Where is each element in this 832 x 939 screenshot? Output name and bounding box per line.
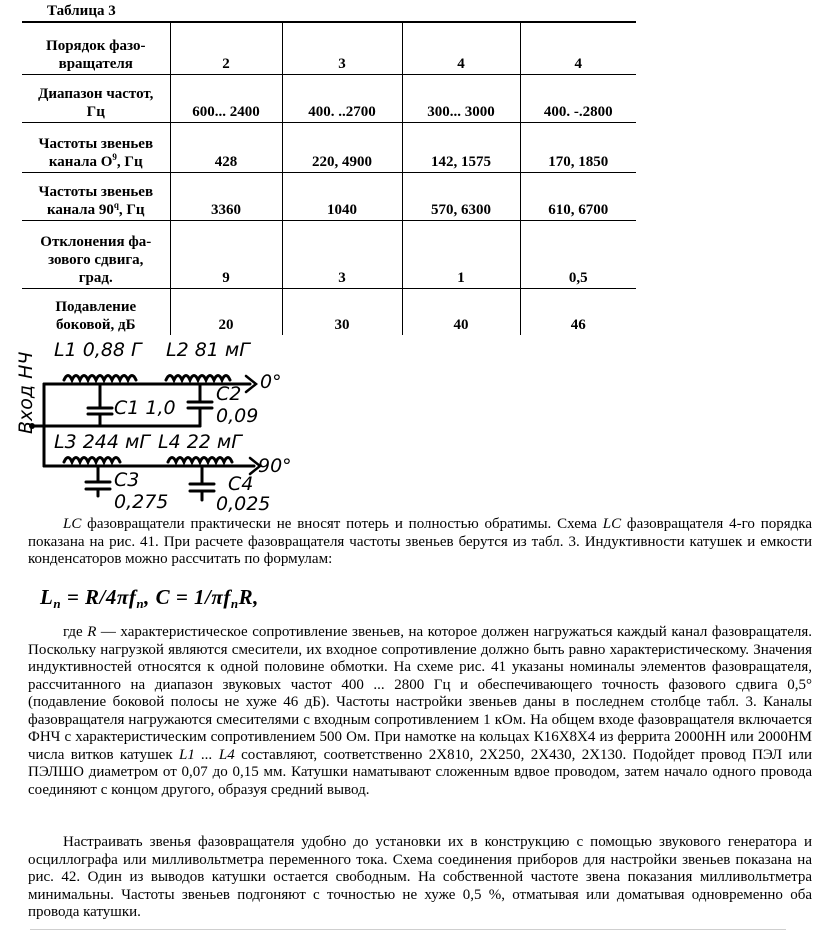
row-header-deviation: Отклонения фа- зового сдвига, град. <box>22 221 170 289</box>
table-cell: 40 <box>402 289 520 336</box>
table-row <box>22 221 636 289</box>
label-c2-value: 0,09 <box>216 405 259 427</box>
label-c3-name: C3 <box>114 469 140 491</box>
table-cell: 3 <box>282 221 402 289</box>
paragraph-3: Настраивать звенья фазовращателя удобно до установки их в конструкцию с помощью звукового генератора и осциллографа или милливольтметра переменного тока. Схема соединения приборов для настройки звеньев показана на рис. 42. Один из выводов катушки остается свободным. На собственной частоте звена показания милливольтметра минимальны. Частоты звеньев подгоняют с точностью не хуже 0,5 %, отматывая или доматывая одновременно оба провода катушки. <box>28 834 812 920</box>
table-row <box>22 173 636 221</box>
row-header-freq90: Частоты звеньев канала 90$^q$, Гц <box>22 173 170 221</box>
table-cell: 428 <box>170 123 282 173</box>
table-row <box>22 123 636 173</box>
italic-run: LC <box>63 516 82 532</box>
label-c4-name: C4 <box>228 473 254 495</box>
label-l3: L3 244 мГ <box>54 431 150 453</box>
phase-shifter-circuit-diagram <box>15 334 298 515</box>
table-cell: 600... 2400 <box>170 75 282 123</box>
row-header-freq0: Частоты звеньев канала $O^9$, Гц <box>22 123 170 173</box>
table-cell: 30 <box>282 289 402 336</box>
table-cell: 46 <box>520 289 636 336</box>
label-output-0: 0° <box>260 371 282 393</box>
table-cell: 0,5 <box>520 221 636 289</box>
table-cell: 4 <box>402 22 520 75</box>
label-c2-name: C2 <box>216 383 242 405</box>
table-row <box>22 289 636 336</box>
table-cell: 170, 1850 <box>520 123 636 173</box>
label-c1: C1 1,0 <box>114 397 176 419</box>
input-label: Вход НЧ <box>15 351 37 434</box>
label-c3-value: 0,275 <box>114 491 169 513</box>
table-cell: 9 <box>170 221 282 289</box>
formula: $L_п = R/4\pi f_п$, $C = 1/\pi f_пR$, <box>40 585 259 611</box>
table-cell: 4 <box>520 22 636 75</box>
label-output-90: 90° <box>258 455 292 477</box>
inductor-l2 <box>166 376 230 381</box>
row-header-order: Порядок фазо- вращателя <box>22 22 170 75</box>
paragraph-1: LC фазовращатели практически не вносят потерь и полностью обратимы. Схема LC фазовращателя 4-го порядка показана на рис. 41. При расчете фазовращателя частоты звеньев берутся из табл. 3. Индуктивности катушек и емкости конденсаторов можно рассчитать по формулам: <box>28 516 812 567</box>
table-cell: 1040 <box>282 173 402 221</box>
inductor-l4 <box>168 458 232 463</box>
table-cell: 220, 4900 <box>282 123 402 173</box>
parameters-table <box>22 21 636 335</box>
table-row <box>22 75 636 123</box>
label-l2: L2 81 мГ <box>166 339 250 361</box>
row-header-range: Диапазон частот, Гц <box>22 75 170 123</box>
table-cell: 3360 <box>170 173 282 221</box>
label-c4-value: 0,025 <box>216 493 271 515</box>
italic-run: LC <box>602 516 622 532</box>
table-caption: Таблица 3 <box>47 3 116 19</box>
table-cell: 610, 6700 <box>520 173 636 221</box>
table-cell: 142, 1575 <box>402 123 520 173</box>
table-cell: 400. -.2800 <box>520 75 636 123</box>
row-header-suppression: Подавление боковой, дБ <box>22 289 170 336</box>
table-cell: 2 <box>170 22 282 75</box>
inductor-l1 <box>64 376 136 381</box>
label-l1: L1 0,88 Г <box>54 339 142 361</box>
table-row <box>22 22 636 75</box>
table-cell: 20 <box>170 289 282 336</box>
table-cell: 400. ..2700 <box>282 75 402 123</box>
table-cell: 300... 3000 <box>402 75 520 123</box>
inductor-l3 <box>64 458 120 463</box>
italic-run: R <box>87 624 97 640</box>
table-cell: 570, 6300 <box>402 173 520 221</box>
table-cell: 1 <box>402 221 520 289</box>
page-bottom-rule <box>30 929 786 930</box>
paragraph-2: где R — характеристическое сопротивление звеньев, на которое должен нагружаться каждый канал фазовращателя. Поскольку нагрузкой являются смесители, их входное сопротивление должно быть равно характеристическому. Значения индуктивностей относятся к одной половине обмотки. На схеме рис. 41 указаны номиналы элементов фазовращателя, рассчитанного на диапазон звуковых частот 400 ... 2800 Гц и обеспечивающего точность фазового сдвига 0,5° (подавление боковой полосы не хуже 46 дБ). Частоты настройки звеньев даны в последнем столбце табл. 3. Каналы фазовращателя нагружаются смесителями с входным сопротивлением 1 кОм. На общем входе фазовращателя включается ФНЧ с характеристическим сопротивлением 500 Ом. При намотке на кольцах К16Х8Х4 из феррита 2000НН или 2000НМ числа витков катушек L1 ... L4 составляют, соответственно 2Х810, 2Х250, 2Х430, 2Х130. Подойдет провод ПЭЛ или ПЭЛШО диаметром от 0,07 до 0,15 мм. Катушки наматывают сложенным вдвое проводом, затем начало одного провода соединяют с концом другого, образуя средний вывод. <box>28 624 812 798</box>
label-l4: L4 22 мГ <box>158 431 242 453</box>
table-cell: 3 <box>282 22 402 75</box>
italic-run: L1 ... L4 <box>179 746 235 763</box>
